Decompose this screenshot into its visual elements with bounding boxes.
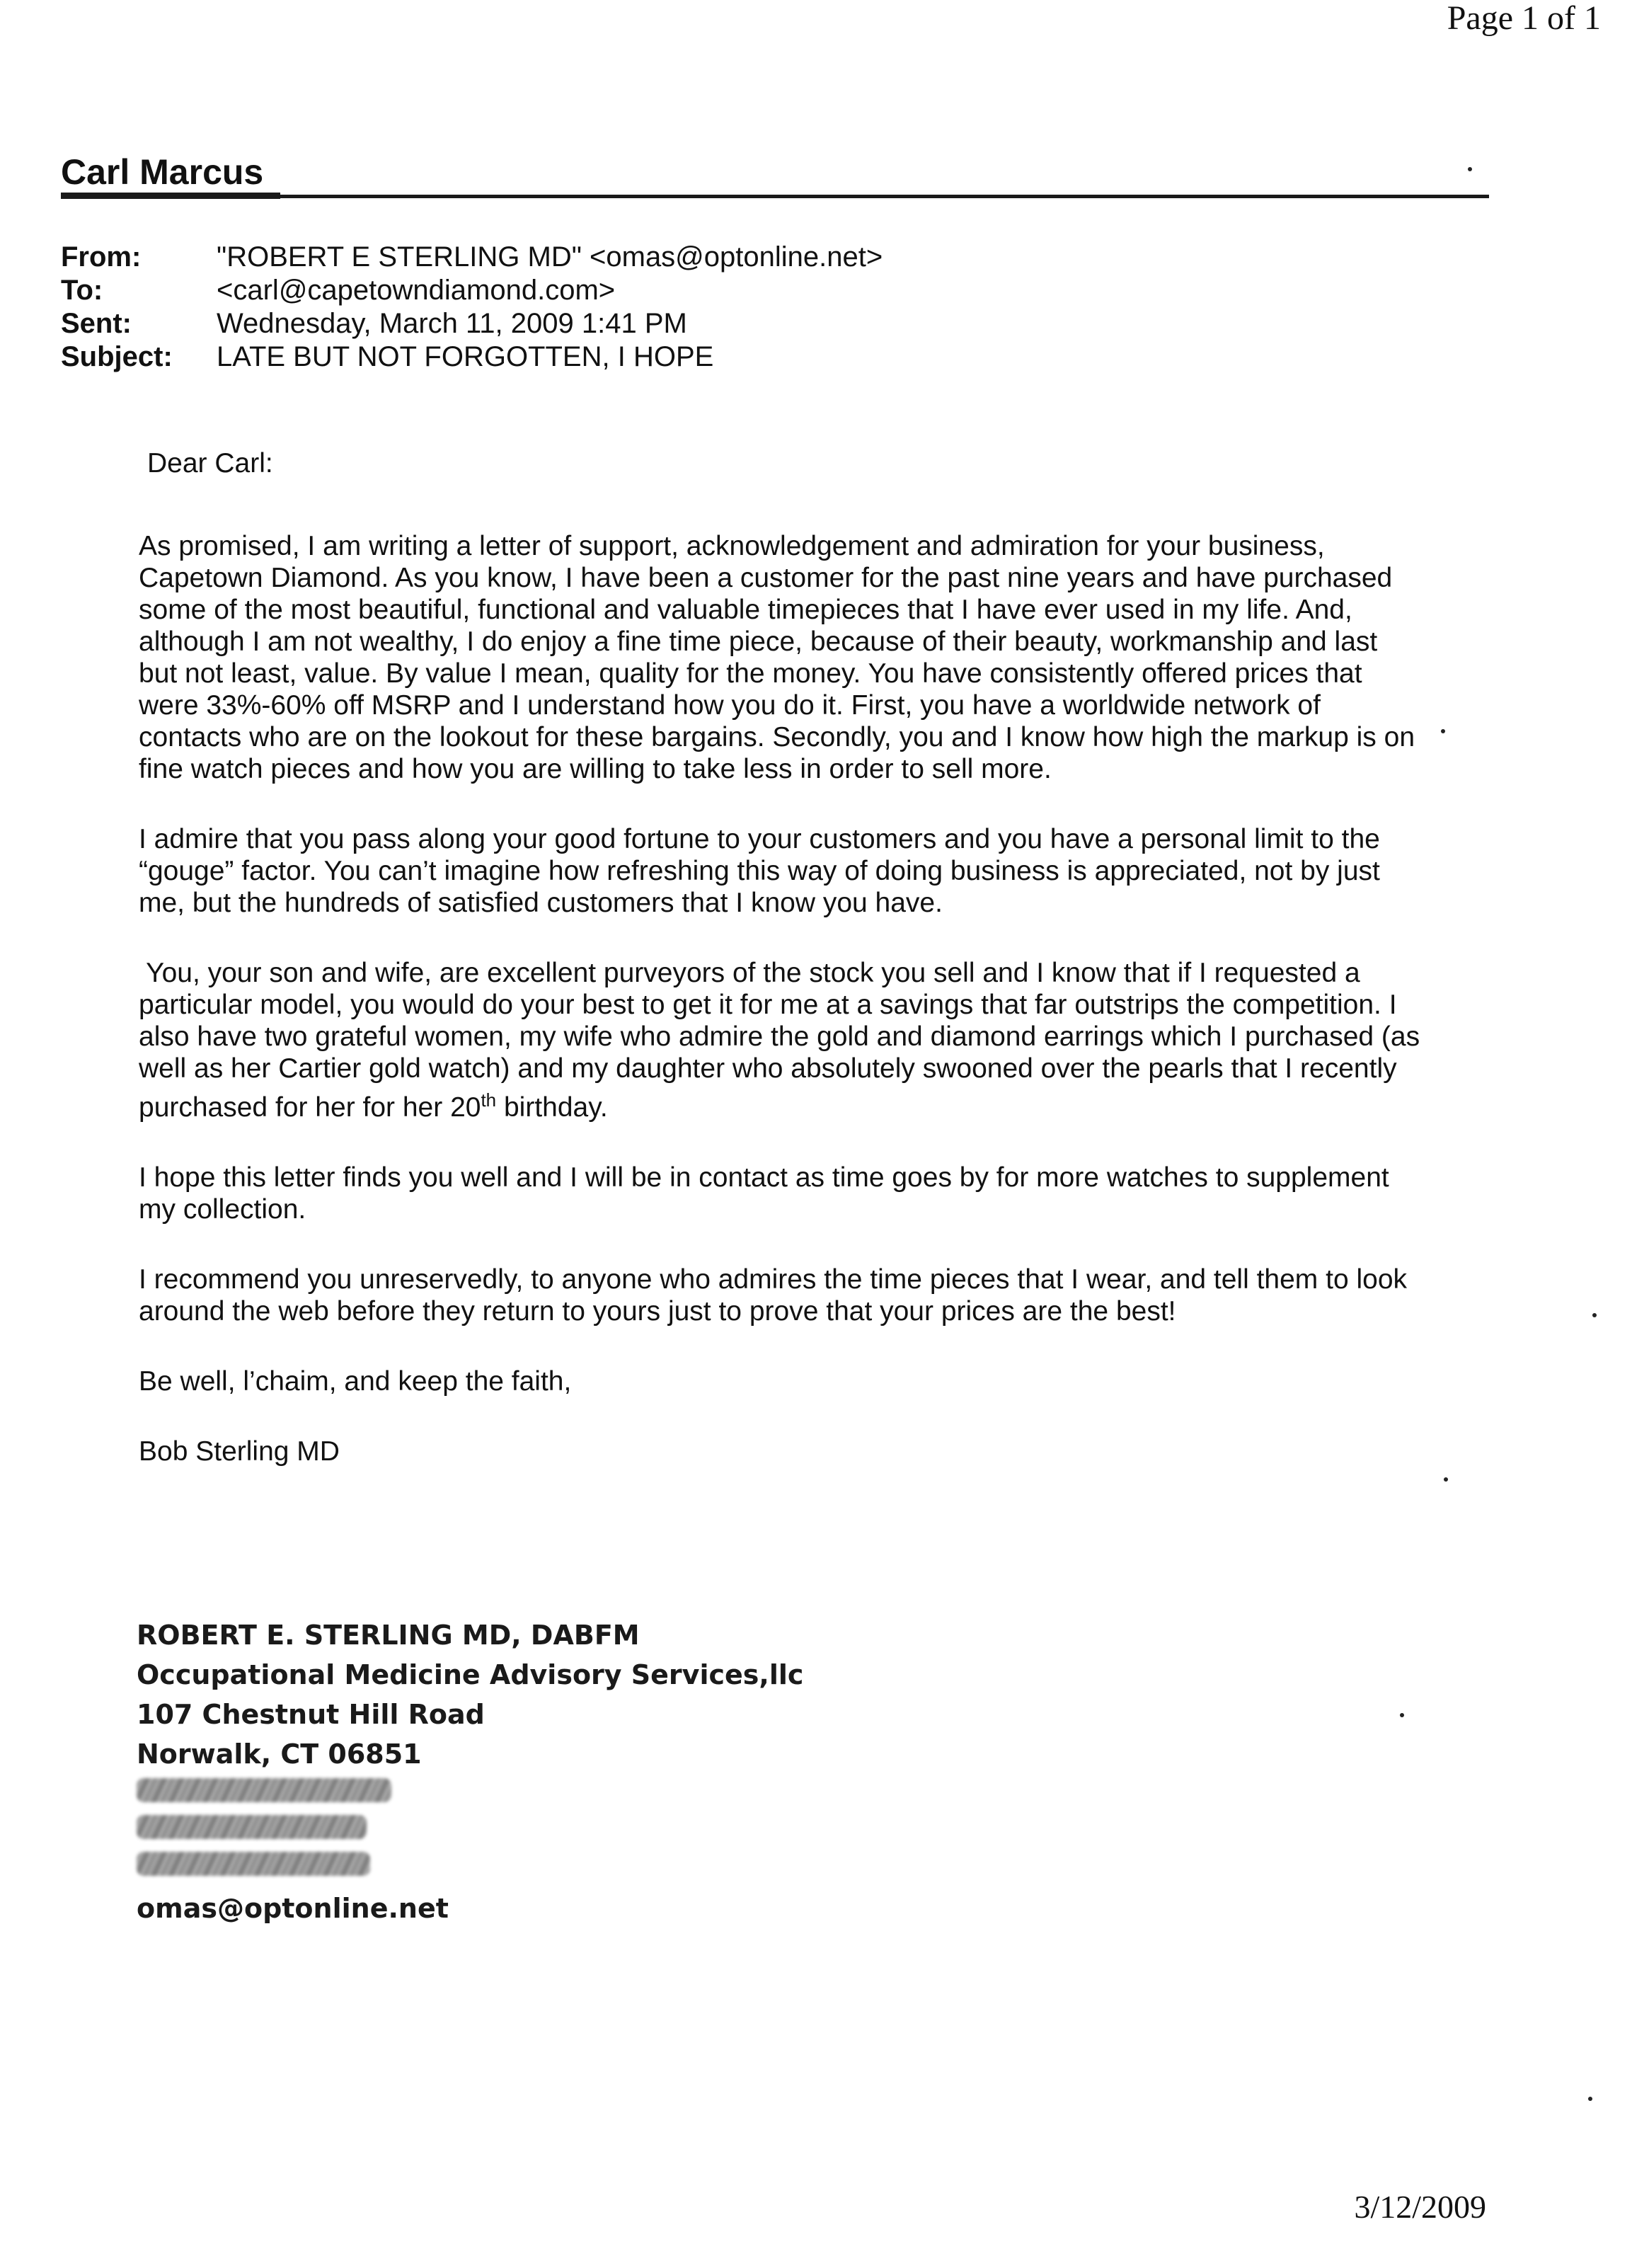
- signature-street: 107 Chestnut Hill Road: [137, 1699, 485, 1730]
- paragraph-line: I admire that you pass along your good fortune to your customers and you have a personal limit to the: [139, 824, 1380, 854]
- scan-speck: [1592, 1313, 1597, 1317]
- paragraph-line: also have two grateful women, my wife who admire the gold and diamond earrings which I purchased (as: [139, 1021, 1420, 1052]
- paragraph-line: around the web before they return to yours just to prove that your prices are the best!: [139, 1296, 1176, 1327]
- email-header: [61, 241, 883, 374]
- signature-email: omas@optonline.net: [137, 1893, 449, 1924]
- paragraph-line: but not least, value. By value I mean, quality for the money. You have consistently offered prices that: [139, 658, 1362, 689]
- header-rule-accent: [61, 193, 280, 199]
- scan-speck: [1468, 167, 1472, 171]
- paragraph-line: As promised, I am writing a letter of support, acknowledgement and admiration for your business,: [139, 531, 1325, 561]
- redacted-contact: [137, 1778, 803, 1876]
- signature-name: ROBERT E. STERLING MD, DABFM: [137, 1620, 640, 1651]
- subject-row: [61, 340, 883, 374]
- scan-speck: [1588, 2097, 1592, 2101]
- paragraph-line: fine watch pieces and how you are willing to take less in order to sell more.: [139, 754, 1052, 784]
- paragraph-4: [139, 1162, 1519, 1225]
- scan-speck: [1400, 1713, 1404, 1717]
- redaction-mark: [137, 1815, 367, 1839]
- paragraph-line-start: purchased for her for her 20: [139, 1092, 481, 1123]
- owner-name: Carl Marcus: [61, 152, 264, 192]
- subject-label: Subject:: [61, 341, 173, 372]
- subject-value: LATE BUT NOT FORGOTTEN, I HOPE: [217, 341, 714, 372]
- paragraph-line: some of the most beautiful, functional and valuable timepieces that I have ever used in my life. And,: [139, 595, 1352, 625]
- paragraph-line: I recommend you unreservedly, to anyone who admires the time pieces that I wear, and tell them to look: [139, 1264, 1408, 1295]
- paragraph-line: particular model, you would do your best to get it for me at a savings that far outstrips the competition. I: [139, 990, 1397, 1020]
- to-value: <carl@capetowndiamond.com>: [217, 275, 616, 306]
- signature-city: Norwalk, CT 06851: [137, 1739, 422, 1770]
- paragraph-1: [139, 530, 1519, 785]
- signature-block: [137, 1615, 803, 1928]
- paragraph-2: [139, 823, 1519, 919]
- salutation: Dear Carl:: [147, 448, 273, 479]
- paragraph-line: well as her Cartier gold watch) and my daughter who absolutely swooned over the pearls that I recently: [139, 1053, 1397, 1084]
- paragraph-5: [139, 1264, 1519, 1327]
- page-number: Page 1 of 1: [1447, 0, 1601, 37]
- redaction-mark: [137, 1778, 391, 1802]
- footer-date: 3/12/2009: [1354, 2189, 1486, 2225]
- signature: Bob Sterling MD: [139, 1436, 340, 1467]
- from-label: From:: [61, 241, 142, 273]
- scan-speck: [1444, 1477, 1448, 1482]
- from-value: "ROBERT E STERLING MD" <omas@optonline.net>: [217, 241, 883, 273]
- sent-row: [61, 307, 883, 340]
- paragraph-line: [139, 1084, 1519, 1123]
- letter-body: [139, 447, 1519, 1467]
- paragraph-line: You, your son and wife, are excellent purveyors of the stock you sell and I know that if I requested a: [139, 958, 1360, 988]
- closing: Be well, l’chaim, and keep the faith,: [139, 1366, 572, 1397]
- paragraph-line: were 33%-60% off MSRP and I understand how you do it. First, you have a worldwide network of: [139, 690, 1321, 721]
- to-label: To:: [61, 275, 103, 306]
- ordinal-suffix: th: [481, 1089, 497, 1111]
- paragraph-line: I hope this letter finds you well and I will be in contact as time goes by for more watches to supplement: [139, 1162, 1389, 1193]
- redaction-mark: [137, 1852, 370, 1876]
- sent-value: Wednesday, March 11, 2009 1:41 PM: [217, 308, 687, 339]
- scan-speck: [1441, 729, 1445, 733]
- paragraph-line: my collection.: [139, 1194, 306, 1225]
- signature-company: Occupational Medicine Advisory Services,llc: [137, 1659, 804, 1690]
- paragraph-line: me, but the hundreds of satisfied customers that I know you have.: [139, 888, 943, 918]
- paragraph-line: “gouge” factor. You can’t imagine how refreshing this way of doing business is appreciated, not by just: [139, 856, 1380, 886]
- paragraph-line: Capetown Diamond. As you know, I have been a customer for the past nine years and have purchased: [139, 563, 1393, 593]
- paragraph-3: [139, 957, 1519, 1123]
- paragraph-line: although I am not wealthy, I do enjoy a fine time piece, because of their beauty, workmanship and last: [139, 626, 1378, 657]
- from-row: [61, 241, 883, 274]
- paragraph-line: contacts who are on the lookout for these bargains. Secondly, you and I know how high the markup is on: [139, 722, 1415, 752]
- sent-label: Sent:: [61, 308, 132, 339]
- paragraph-line-end: birthday.: [496, 1092, 608, 1123]
- to-row: [61, 274, 883, 307]
